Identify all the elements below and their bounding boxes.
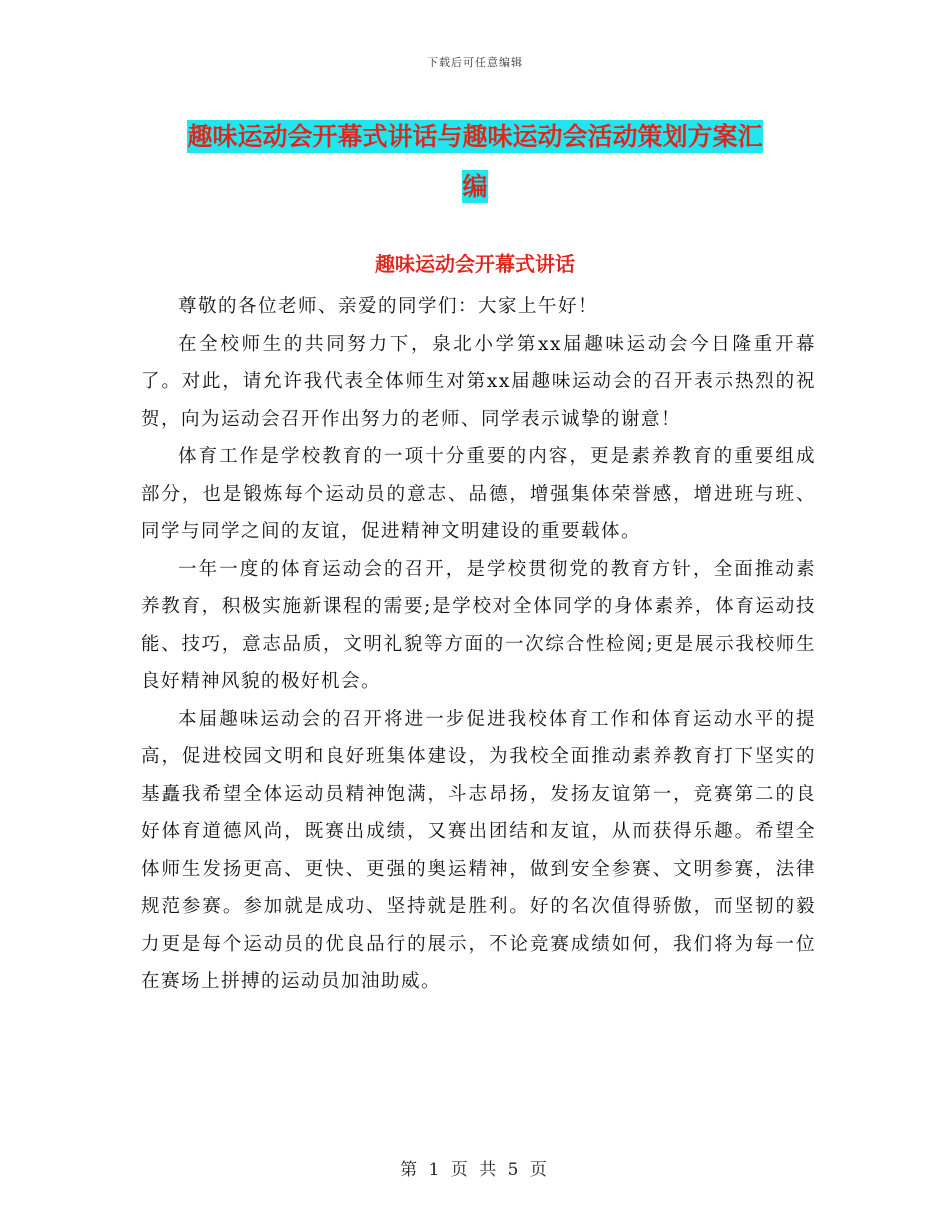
document-title bbox=[0, 112, 950, 212]
document-title-line-1: 趣味运动会开幕式讲话与趣味运动会活动策划方案汇 bbox=[187, 122, 763, 151]
paragraph-hopes: 本届趣味运动会的召开将进一步促进我校体育工作和体育运动水平的提高，促进校园文明和良好班集体建设，为我校全面推动素养教育打下坚实的基矗我希望全体运动员精神饱满，斗志昂扬，发扬友谊第一，竞赛第二的良好体育道德风尚，既赛出成绩，又赛出团结和友谊，从而获得乐趣。希望全体师生发扬更高、更快、更强的奥运精神，做到安全参赛、文明参赛，法律规范参赛。参加就是成功、坚持就是胜利。好的名次值得骄傲，而坚韧的毅力更是每个运动员的优良品行的展示，不论竞赛成绩如何，我们将为每一位在赛场上拼搏的运动员加油助威。 bbox=[141, 708, 816, 992]
paragraph-purpose: 一年一度的体育运动会的召开，是学校贯彻党的教育方针，全面推动素养教育，积极实施新课程的需要;是学校对全体同学的身体素养，体育运动技能、技巧，意志品质，文明礼貌等方面的一次综合性检阅;更是展示我校师生良好精神风貌的极好机会。 bbox=[141, 558, 816, 692]
section-title: 趣味运动会开幕式讲话 bbox=[375, 252, 575, 276]
document-title-line-2: 编 bbox=[462, 172, 488, 201]
page-footer: 第 1 页 共 5 页 bbox=[400, 1160, 550, 1180]
paragraph-importance: 体育工作是学校教育的一项十分重要的内容，更是素养教育的重要组成部分，也是锻炼每个运动员的意志、品德，增强集体荣誉感，增进班与班、同学与同学之间的友谊，促进精神文明建设的重要载体。 bbox=[141, 446, 816, 542]
speech-body bbox=[141, 288, 816, 1001]
paragraph-opening: 在全校师生的共同努力下，泉北小学第xx届趣味运动会今日隆重开幕了。对此，请允许我代表全体师生对第xx届趣味运动会的召开表示热烈的祝贺，向为运动会召开作出努力的老师、同学表示诚挚的谢意！ bbox=[141, 333, 816, 430]
header-note: 下载后可任意编辑 bbox=[427, 56, 523, 69]
paragraph-greeting: 尊敬的各位老师、亲爱的同学们：大家上午好！ bbox=[178, 296, 599, 317]
